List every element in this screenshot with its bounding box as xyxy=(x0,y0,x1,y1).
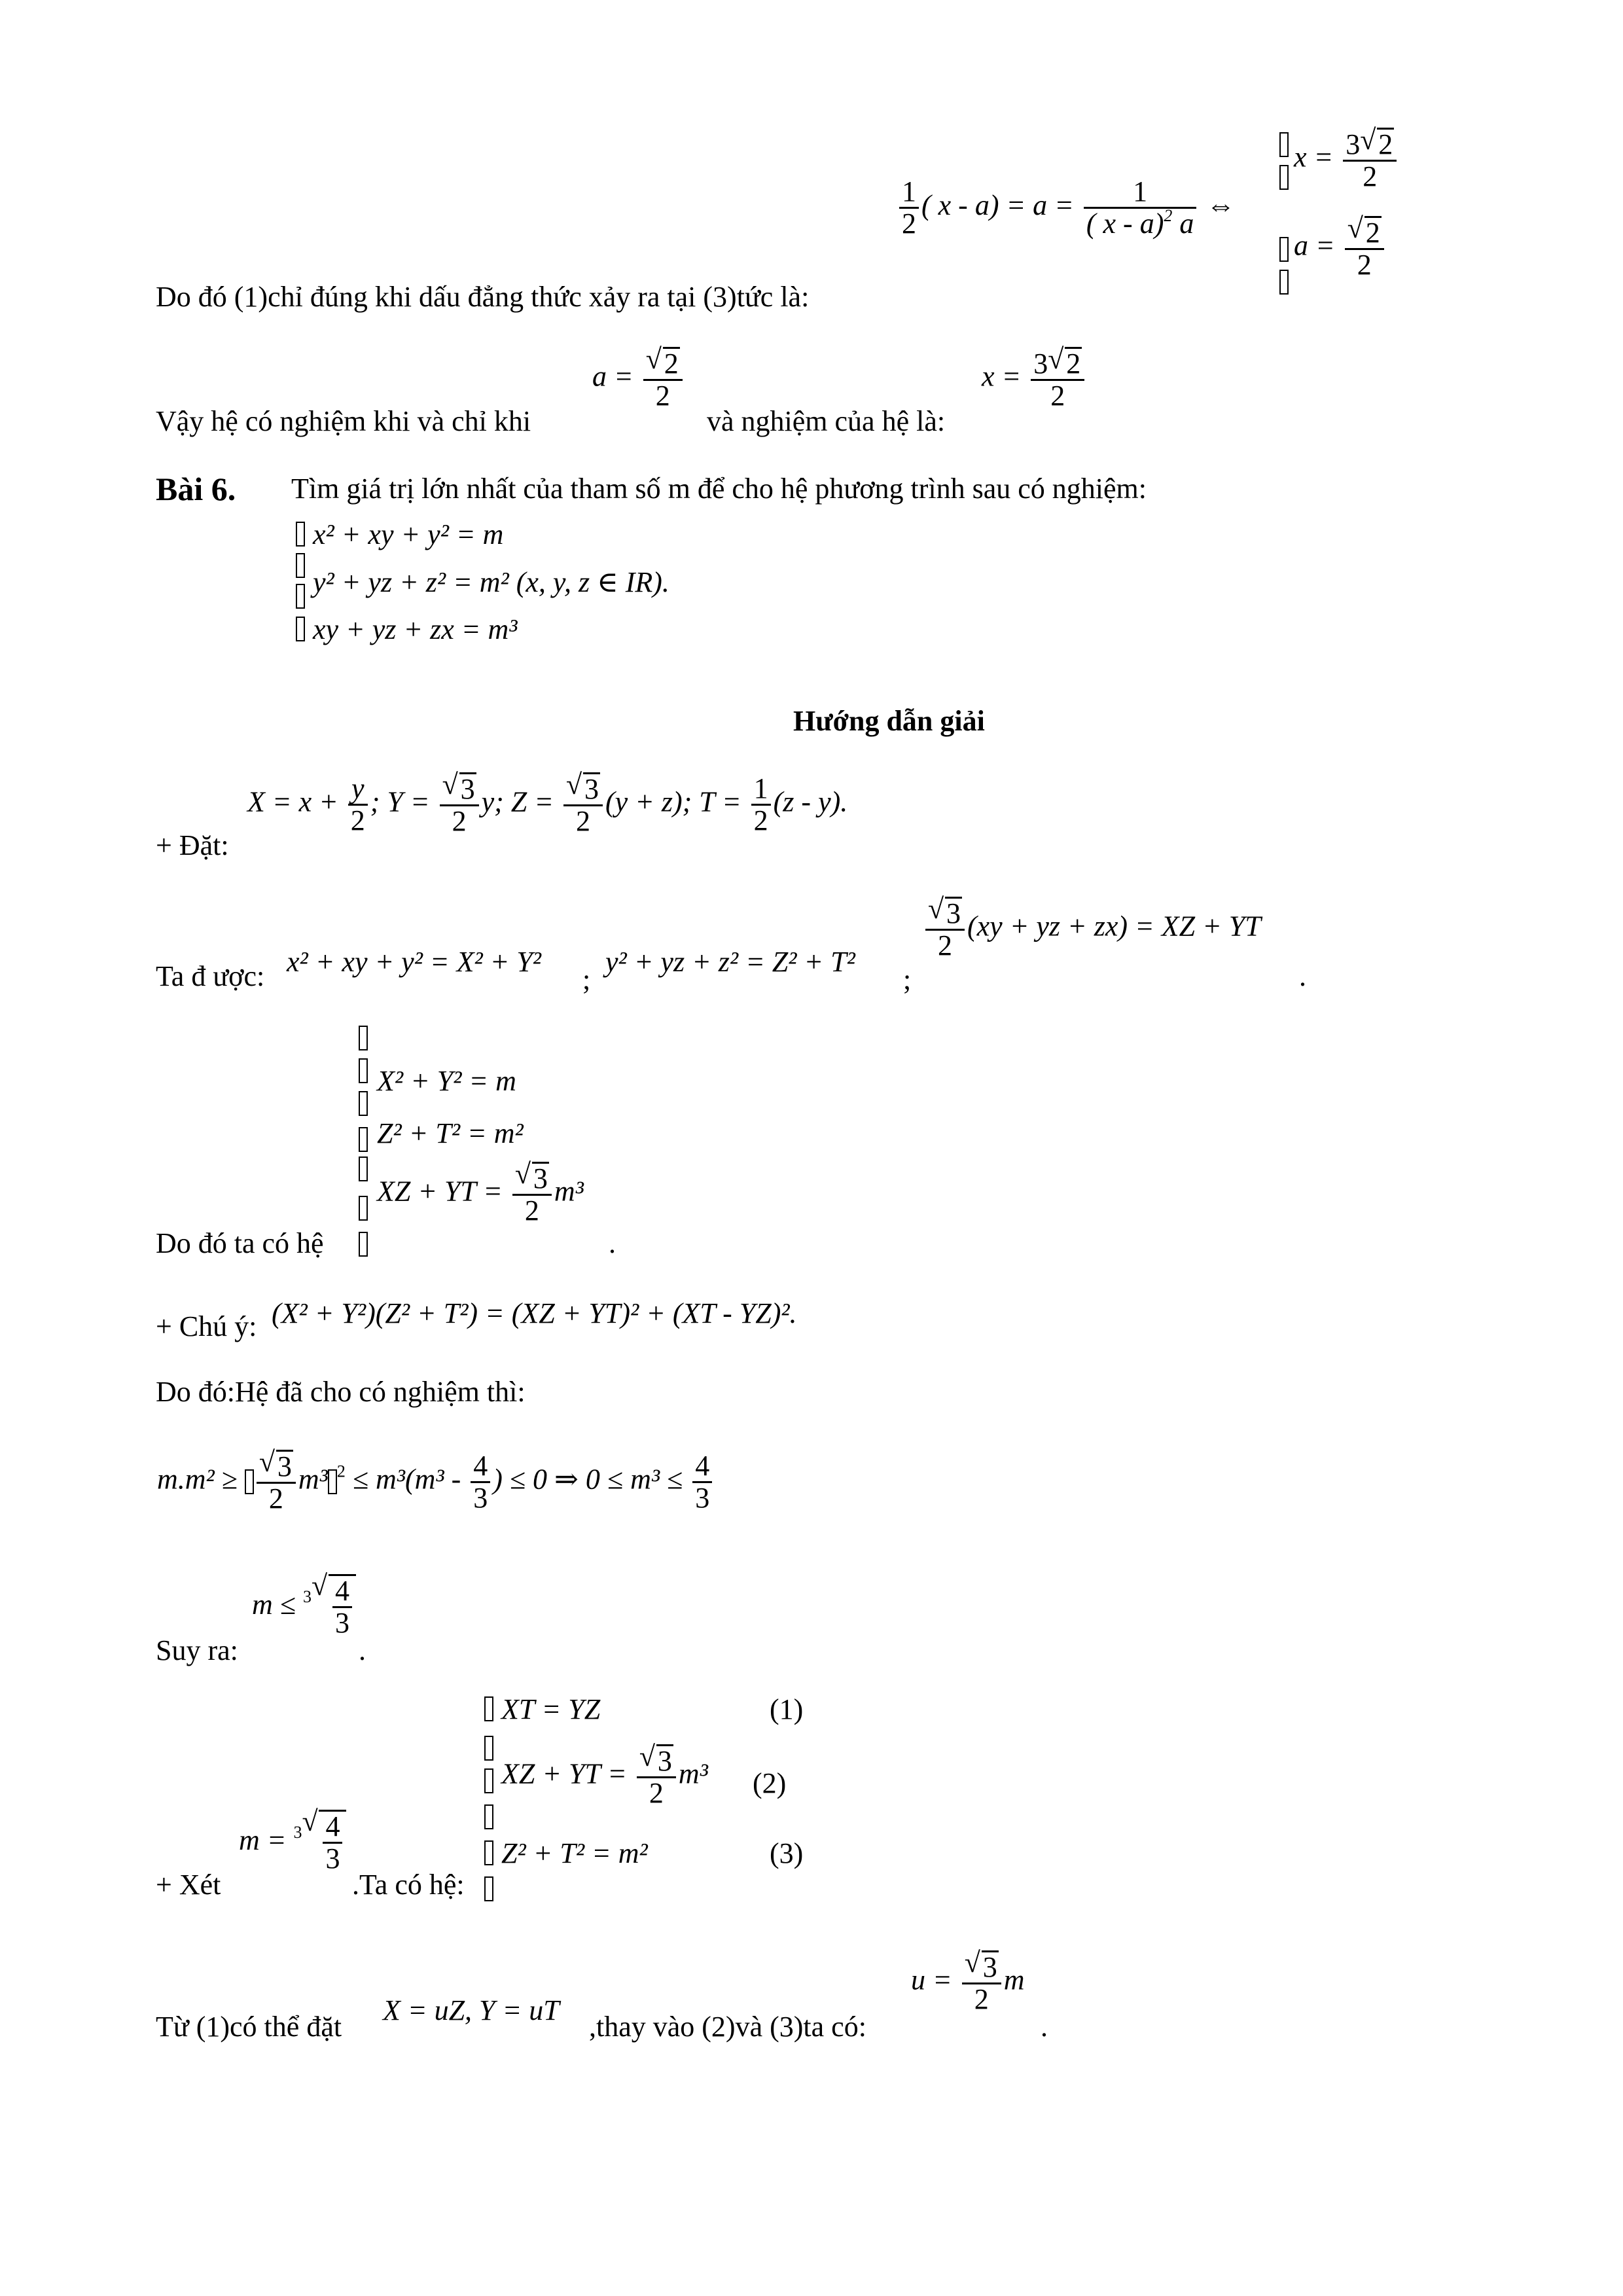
ta-duoc-label: Ta đ ược: xyxy=(156,960,265,992)
system2-label: Do đó ta có hệ xyxy=(156,1227,324,1259)
problem-eq1: x² + xy + y² = m xyxy=(313,518,504,550)
problem-label: Bài 6. xyxy=(156,471,236,507)
line-vay-part1: Vậy hệ có nghiệm khi và chỉ khi xyxy=(156,405,531,437)
ta-duoc-e3: √ $\frac{3}{2}$ (xy + yz + zx) = XZ + YT xyxy=(923,897,1261,961)
xet-r3-tag: (3) xyxy=(770,1837,804,1869)
vay-x-expr: x = $\frac{3√ 2}{2}$ xyxy=(982,347,1087,411)
line-he-da-cho: Do đó:Hệ đã cho có nghiệm thì: xyxy=(156,1376,526,1408)
chu-y-label: + Chú ý: xyxy=(156,1310,257,1342)
suy-ra-end: . xyxy=(359,1634,366,1666)
inequality: m.m² ≥ √ $\frac{3}{2}$ m³ $^2$ ≤ m³(m³ - $\frac{4}{3}$ ) ≤ 0 ⇒ 0 ≤ m³ ≤ $\frac{4}{3}$ xyxy=(157,1450,715,1514)
system2-r3: XZ + YT = √ $\frac{3}{2}$ m³ xyxy=(377,1162,584,1226)
line-do-do: Do đó (1)chỉ đúng khi dấu đẳng thức xảy ra tại (3)tức là: xyxy=(156,281,810,313)
xet-label: + Xét xyxy=(156,1869,221,1901)
xet-r3: Z² + T² = m² xyxy=(501,1837,648,1869)
ta-duoc-sep1: ; xyxy=(582,963,591,996)
tu1-part1: Từ (1)có thể đặt xyxy=(156,2011,342,2043)
suy-ra-label: Suy ra: xyxy=(156,1634,238,1666)
chu-y-identity: (X² + Y²)(Z² + T²) = (XZ + YT)² + (XT - YZ)². xyxy=(272,1297,797,1329)
solution-heading: Hướng dẫn giải xyxy=(793,705,985,737)
xet-r2: XZ + YT = √ $\frac{3}{2}$ m³ xyxy=(501,1744,708,1808)
dat-expr: X = x + $\frac{y}{2}$ ; Y = √ $\frac{3}{2}$ y; Z = √ $\frac{3}{2}$ (y + z); T = $\frac{1}{2}$ (z - y). xyxy=(247,772,847,836)
top-eq-lhs: ( x - a) = a = xyxy=(921,188,1074,221)
brace-x-fraction: $\frac{3√ 2}{2}$ xyxy=(1343,128,1397,192)
xet-tail: .Ta có hệ: xyxy=(352,1869,465,1901)
top-eq-rhs-fraction: $\frac{1}{( x - a)^2 a}$ xyxy=(1084,177,1197,239)
brace-a-lhs: a = xyxy=(1294,229,1335,262)
suy-ra-expr: m ≤ $^3$ √ $\frac{4}{3}$ xyxy=(252,1574,356,1638)
xet-r2-tag: (2) xyxy=(753,1767,787,1799)
top-equation xyxy=(897,177,1235,239)
problem-eq3: xy + yz + zx = m³ xyxy=(313,613,518,645)
ta-duoc-e2: y² + yz + z² = Z² + T² xyxy=(605,946,855,978)
xet-r1-tag: (1) xyxy=(770,1693,804,1725)
xet-r1: XT = YZ xyxy=(501,1693,601,1725)
brace-x-lhs: x = xyxy=(1294,141,1334,173)
tu1-part2: ,thay vào (2)và (3)ta có: xyxy=(589,2011,866,2043)
dat-label: + Đặt: xyxy=(156,829,229,861)
ta-duoc-e1: x² + xy + y² = X² + Y² xyxy=(287,946,541,978)
system2-end: . xyxy=(609,1227,616,1259)
ta-duoc-sep2: ; xyxy=(903,963,912,996)
problem-eq2: y² + yz + z² = m² (x, y, z ∈ IR). xyxy=(313,566,669,598)
brace-a-fraction: √ $\frac{2}{2}$ xyxy=(1345,216,1384,280)
tu1-end: . xyxy=(1041,2011,1048,2043)
problem-statement: Tìm giá trị lớn nhất của tham số m để cho hệ phương trình sau có nghiệm: xyxy=(291,473,1147,505)
xet-expr: m = $^3$ √ $\frac{4}{3}$ xyxy=(239,1810,346,1874)
vay-a-expr: a = √ $\frac{2}{2}$ xyxy=(592,347,685,411)
tu1-expr: X = uZ, Y = uT xyxy=(383,1994,560,2026)
ta-duoc-end: . xyxy=(1299,960,1306,992)
system2-r2: Z² + T² = m² xyxy=(377,1117,524,1149)
tu1-u-expr: u = √ $\frac{3}{2}$ m xyxy=(911,1950,1024,2015)
system2-r1: X² + Y² = m xyxy=(377,1065,516,1097)
equiv-symbol: ⇔ xyxy=(1206,188,1236,221)
line-vay-part2: và nghiệm của hệ là: xyxy=(707,405,946,437)
half-fraction: $\frac{1}{2}$ xyxy=(899,177,919,239)
